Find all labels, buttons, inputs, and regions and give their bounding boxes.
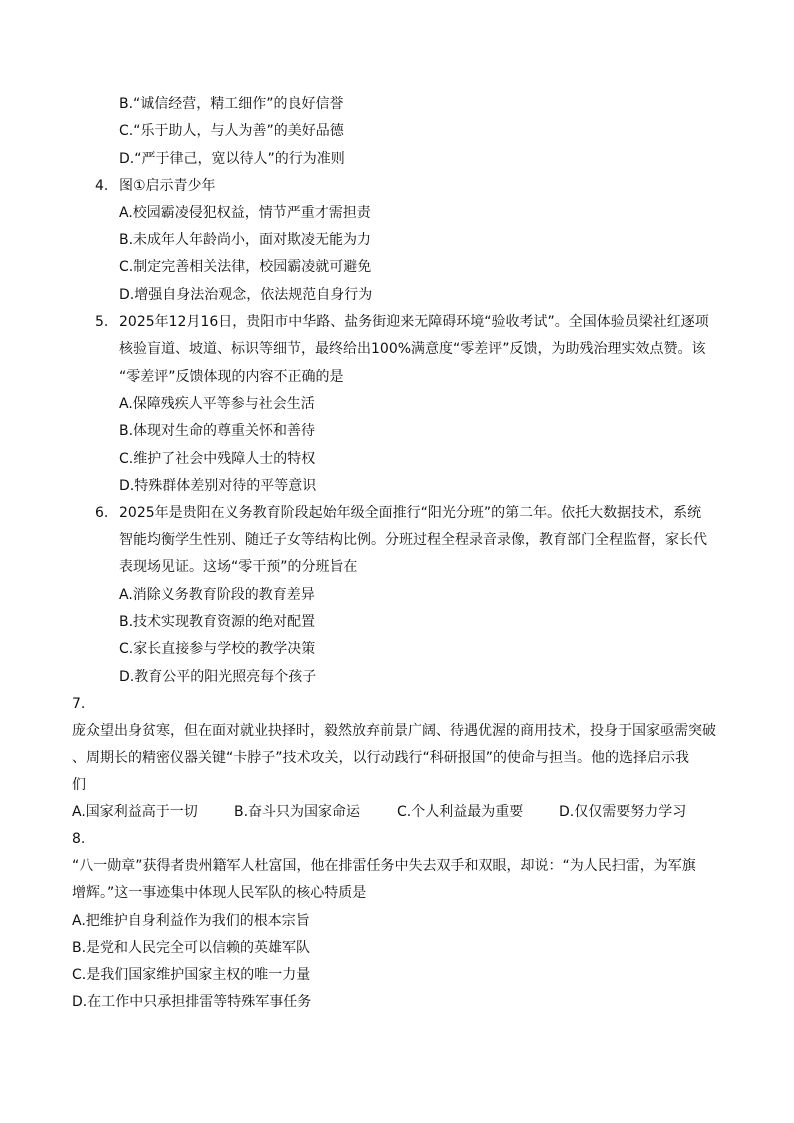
q5-option-b: B.体现对生命的尊重关怀和善待 xyxy=(119,423,316,439)
q4-option-c: C.制定完善相关法律，校园霸凌就可避免 xyxy=(119,259,372,275)
q6-option-c: C.家长直接参与学校的教学决策 xyxy=(119,641,316,657)
q7-stem-line-2: 、周期长的精密仪器关键“卡脖子”技术攻关，以行动践行“科研报国”的使命与担当。他的选择启示我 xyxy=(72,750,690,766)
q3-option-c: C.“乐于助人，与人为善”的美好品德 xyxy=(119,123,344,139)
q6-stem-line-1: 2025年是贵阳在义务教育阶段起始年级全面推行“阳光分班”的第二年。依托大数据技术，系统 xyxy=(119,505,702,521)
q4-option-a: A.校园霸凌侵犯权益，情节严重才需担责 xyxy=(119,205,371,221)
q7-number: 7. xyxy=(72,696,86,712)
q6-option-a: A.消除义务教育阶段的教育差异 xyxy=(119,587,315,603)
q8-option-d: D.在工作中只承担排雷等特殊军事任务 xyxy=(72,994,312,1010)
q5-stem-line-1: 2025年12月16日，贵阳市中华路、盐务街迎来无障碍环境“验收考试”。全国体验员梁社红逐项 xyxy=(119,314,709,330)
q5-stem-line-2: 核验盲道、坡道、标识等细节，最终给出100%满意度“零差评”反馈，为助残治理实效点赞。该 xyxy=(119,341,706,357)
q8-option-b: B.是党和人民完全可以信赖的英雄军队 xyxy=(72,940,311,956)
q6-option-d: D.教育公平的阳光照亮每个孩子 xyxy=(119,669,317,685)
q8-stem-line-1: “八一勋章”获得者贵州籍军人杜富国，他在排雷任务中失去双手和双眼，却说：“为人民扫雷，为军旗 xyxy=(72,858,696,874)
q6-number: 6. xyxy=(95,505,109,521)
q5-option-d: D.特殊群体差别对待的平等意识 xyxy=(119,478,317,494)
q5-stem-line-3: “零差评”反馈体现的内容不正确的是 xyxy=(119,369,344,385)
q7-option-b: B.奋斗只为国家命运 xyxy=(234,804,361,820)
q8-number: 8. xyxy=(72,831,86,847)
q6-option-b: B.技术实现教育资源的绝对配置 xyxy=(119,614,316,630)
q7-stem-line-3: 们 xyxy=(72,777,86,793)
q4-number: 4. xyxy=(95,178,109,194)
q6-stem-line-2: 智能均衡学生性别、随迁子女等结构比例。分班过程全程录音录像，教育部门全程监督，家长代 xyxy=(119,532,707,548)
q8-option-c: C.是我们国家维护国家主权的唯一力量 xyxy=(72,967,311,983)
q5-number: 5. xyxy=(95,314,109,330)
q3-option-d: D.“严于律己，宽以待人”的行为准则 xyxy=(119,151,345,167)
q7-option-c: C.个人利益最为重要 xyxy=(397,804,524,820)
q7-option-d: D.仅仅需要努力学习 xyxy=(559,804,687,820)
q5-option-c: C.维护了社会中残障人士的特权 xyxy=(119,451,316,467)
q8-option-a: A.把维护自身利益作为我们的根本宗旨 xyxy=(72,913,310,929)
q7-stem-line-1: 庞众望出身贫寒，但在面对就业抉择时，毅然放弃前景广阔、待遇优渥的商用技术，投身于国家亟需突破 xyxy=(72,723,716,739)
q3-option-b: B.“诚信经营，精工细作”的良好信誉 xyxy=(119,96,344,112)
q4-option-b: B.未成年人年龄尚小，面对欺凌无能为力 xyxy=(119,232,372,248)
q7-option-a: A.国家利益高于一切 xyxy=(72,804,198,820)
q6-stem-line-3: 表现场见证。这场“零干预”的分班旨在 xyxy=(119,559,358,575)
q4-stem: 图①启示青少年 xyxy=(119,178,216,194)
q8-stem-line-2: 增辉。”这一事迹集中体现人民军队的核心特质是 xyxy=(72,885,367,901)
q4-option-d: D.增强自身法治观念，依法规范自身行为 xyxy=(119,287,373,303)
q5-option-a: A.保障残疾人平等参与社会生活 xyxy=(119,396,315,412)
